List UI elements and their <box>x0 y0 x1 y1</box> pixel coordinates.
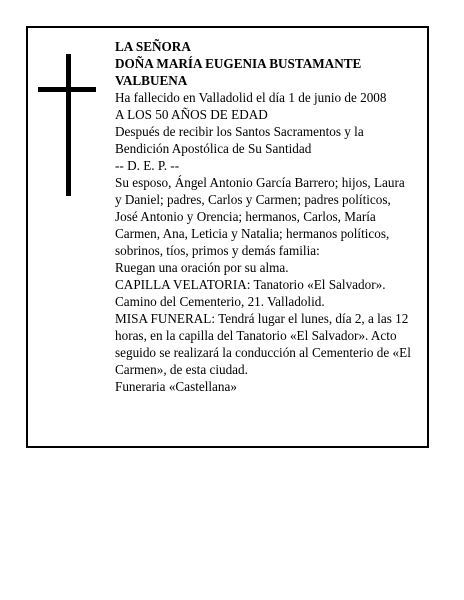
death-info: Ha fallecido en Valladolid el día 1 de junio de 2008 <box>115 90 387 105</box>
notice-text <box>115 38 427 395</box>
wake-line: Camino del Cementerio, 21. Valladolid. <box>115 294 325 309</box>
family-line: y Daniel; padres, Carlos y Carmen; padres políticos, <box>115 192 391 207</box>
family-line: José Antonio y Orencia; hermanos, Carlos, María <box>115 209 376 224</box>
family-line: Su esposo, Ángel Antonio García Barrero; hijos, Laura <box>115 175 405 190</box>
funeral-line: horas, en la capilla del Tanatorio «El Salvador». Acto <box>115 328 397 343</box>
age-at-death: A LOS 50 AÑOS DE EDAD <box>115 107 268 122</box>
family-line: Carmen, Ana, Leticia y Natalia; hermanos políticos, <box>115 226 390 241</box>
sacraments-line: Después de recibir los Santos Sacramentos y la <box>115 124 364 139</box>
prayer-request: Ruegan una oración por su alma. <box>115 260 289 275</box>
cross-vertical-bar <box>66 54 71 196</box>
funeral-line: MISA FUNERAL: Tendrá lugar el lunes, día 2, a las 12 <box>115 311 409 326</box>
notice-title: LA SEÑORA <box>115 39 191 54</box>
cross-icon <box>38 54 96 196</box>
funeral-line: seguido se realizará la conducción al Cementerio de «El <box>115 345 411 360</box>
sacraments-line: Bendición Apostólica de Su Santidad <box>115 141 312 156</box>
rest-in-peace: -- D. E. P. -- <box>115 158 180 173</box>
deceased-name-line: DOÑA MARÍA EUGENIA BUSTAMANTE <box>115 56 362 71</box>
deceased-name-line: VALBUENA <box>115 73 188 88</box>
funeral-home: Funeraria «Castellana» <box>115 379 237 394</box>
cross-horizontal-bar <box>38 87 96 92</box>
family-line: sobrinos, tíos, primos y demás familia: <box>115 243 320 258</box>
wake-line: CAPILLA VELATORIA: Tanatorio «El Salvador». <box>115 277 386 292</box>
funeral-line: Carmen», de esta ciudad. <box>115 362 248 377</box>
